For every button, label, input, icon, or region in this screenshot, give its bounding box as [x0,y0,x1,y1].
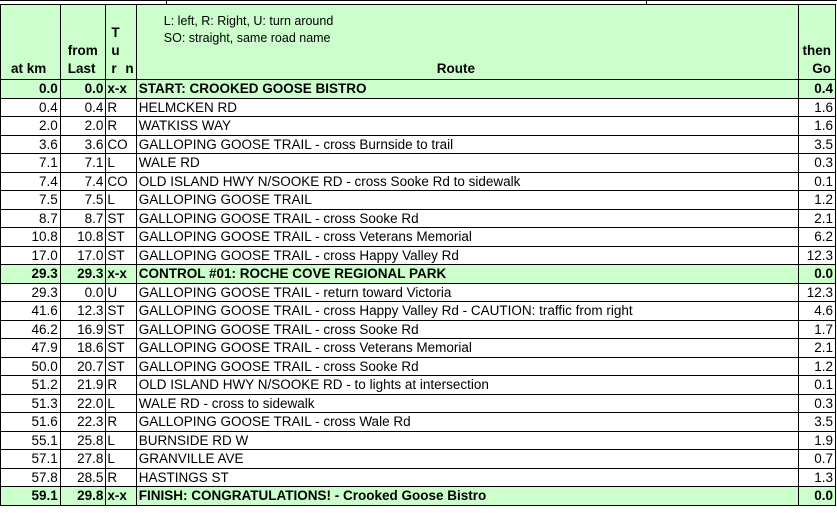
cell-then-go: 0.1 [799,376,836,395]
header-then-go [799,5,836,80]
cell-then-go: 2.1 [799,209,836,228]
cell-then-go: 0.0 [799,265,836,284]
cell-turn: R [106,98,136,117]
turn-letter-t: T [111,24,120,40]
last-label: Last [67,60,96,76]
cell-turn: x-x [106,487,136,506]
table-row [1,246,836,265]
cell-from-last: 2.0 [60,117,106,136]
table-row [1,283,836,302]
cell-turn: x-x [106,265,136,284]
cell-route: HASTINGS ST [136,468,799,487]
cell-at-km: 50.0 [1,357,61,376]
cell-turn: ST [106,209,136,228]
header-at-km [1,5,61,80]
cell-turn: ST [106,339,136,358]
cell-at-km: 59.1 [1,487,61,506]
cell-turn: ST [106,320,136,339]
table-row [1,98,836,117]
cell-then-go: 1.7 [799,320,836,339]
cell-then-go: 6.2 [799,228,836,247]
table-row [1,450,836,469]
cell-route: GALLOPING GOOSE TRAIL - cross Burnside to trail [136,135,799,154]
cell-from-last: 29.8 [60,487,106,506]
cell-from-last: 29.3 [60,265,106,284]
cell-then-go: 1.2 [799,191,836,210]
cell-at-km: 3.6 [1,135,61,154]
cell-route: BURNSIDE RD W [136,431,799,450]
cell-turn: L [106,154,136,173]
cell-from-last: 22.3 [60,413,106,432]
cell-turn: L [106,450,136,469]
cell-turn: R [106,376,136,395]
at-km-label: at km [11,60,47,76]
cell-route: HELMCKEN RD [136,98,799,117]
cell-then-go: 1.9 [799,431,836,450]
go-label: Go [812,60,831,76]
cell-from-last: 0.0 [60,283,106,302]
control-row [1,487,836,506]
cell-from-last: 7.1 [60,154,106,173]
control-row [1,265,836,284]
cell-at-km: 7.5 [1,191,61,210]
cell-route: GALLOPING GOOSE TRAIL - cross Sooke Rd [136,209,799,228]
cell-route: OLD ISLAND HWY N/SOOKE RD - to lights at intersection [136,376,799,395]
table-row [1,413,836,432]
cell-then-go: 0.4 [799,80,836,99]
cell-route: GALLOPING GOOSE TRAIL - cross Veterans Memorial [136,339,799,358]
cell-turn: x-x [106,80,136,99]
cell-at-km: 57.8 [1,468,61,487]
cell-at-km: 41.6 [1,302,61,321]
table-row [1,394,836,413]
cell-route: GALLOPING GOOSE TRAIL - cross Sooke Rd [136,320,799,339]
table-row [1,468,836,487]
cell-from-last: 8.7 [60,209,106,228]
cell-from-last: 10.8 [60,228,106,247]
table-row [1,320,836,339]
turn-letter-r: r [111,60,117,76]
cell-turn: R [106,468,136,487]
route-label: Route [436,60,476,76]
cell-from-last: 7.5 [60,191,106,210]
cell-route: GALLOPING GOOSE TRAIL - cross Happy Valley Rd - CAUTION: traffic from right [136,302,799,321]
cell-then-go: 12.3 [799,283,836,302]
cell-then-go: 0.3 [799,394,836,413]
cell-then-go: 3.5 [799,135,836,154]
cell-then-go: 3.5 [799,413,836,432]
cell-from-last: 3.6 [60,135,106,154]
control-row [1,80,836,99]
turn-letter-n: n [125,60,134,76]
cell-route: GALLOPING GOOSE TRAIL - cross Wale Rd [136,413,799,432]
cell-then-go: 0.3 [799,154,836,173]
table-row [1,357,836,376]
cell-route: GALLOPING GOOSE TRAIL - cross Veterans Memorial [136,228,799,247]
cell-then-go: 4.6 [799,302,836,321]
cell-at-km: 29.3 [1,265,61,284]
cell-at-km: 46.2 [1,320,61,339]
header-turn [106,5,136,80]
header-route [136,5,799,80]
cell-turn: CO [106,135,136,154]
cell-from-last: 7.4 [60,172,106,191]
cell-then-go: 0.7 [799,450,836,469]
table-row [1,339,836,358]
cell-at-km: 51.3 [1,394,61,413]
header-row [1,5,836,80]
cell-at-km: 17.0 [1,246,61,265]
cell-from-last: 22.0 [60,394,106,413]
cell-at-km: 51.2 [1,376,61,395]
cue-table [0,4,836,506]
cell-from-last: 20.7 [60,357,106,376]
from-label: from [67,42,98,58]
cell-turn: R [106,413,136,432]
cell-from-last: 28.5 [60,468,106,487]
cell-then-go: 1.6 [799,98,836,117]
cell-at-km: 7.4 [1,172,61,191]
cell-at-km: 0.4 [1,98,61,117]
then-label: then [802,42,831,58]
table-row [1,172,836,191]
cell-turn: CO [106,172,136,191]
cell-route: GALLOPING GOOSE TRAIL - return toward Victoria [136,283,799,302]
cell-at-km: 57.1 [1,450,61,469]
cell-turn: L [106,191,136,210]
cell-then-go: 1.6 [799,117,836,136]
cell-route: WALE RD [136,154,799,173]
cell-route: GALLOPING GOOSE TRAIL - cross Sooke Rd [136,357,799,376]
cell-route: GRANVILLE AVE [136,450,799,469]
cell-turn: L [106,431,136,450]
header-from-last [60,5,106,80]
cue-rows [1,80,836,506]
cell-at-km: 29.3 [1,283,61,302]
cell-route: FINISH: CONGRATULATIONS! - Crooked Goose Bistro [136,487,799,506]
turn-legend [164,13,334,47]
cell-from-last: 0.0 [60,80,106,99]
cell-from-last: 12.3 [60,302,106,321]
cell-route: CONTROL #01: ROCHE COVE REGIONAL PARK [136,265,799,284]
cell-route: WALE RD - cross to sidewalk [136,394,799,413]
cell-from-last: 17.0 [60,246,106,265]
table-row [1,228,836,247]
table-row [1,209,836,228]
cell-then-go: 0.1 [799,172,836,191]
cell-turn: R [106,117,136,136]
cell-route: GALLOPING GOOSE TRAIL [136,191,799,210]
cell-then-go: 0.0 [799,487,836,506]
cell-at-km: 55.1 [1,431,61,450]
cell-then-go: 2.1 [799,339,836,358]
cell-from-last: 18.6 [60,339,106,358]
cell-route: START: CROOKED GOOSE BISTRO [136,80,799,99]
cell-at-km: 7.1 [1,154,61,173]
cell-from-last: 21.9 [60,376,106,395]
cell-then-go: 12.3 [799,246,836,265]
cell-turn: ST [106,357,136,376]
cell-turn: L [106,394,136,413]
cell-then-go: 1.3 [799,468,836,487]
cell-turn: ST [106,302,136,321]
cell-at-km: 2.0 [1,117,61,136]
cell-then-go: 1.2 [799,357,836,376]
cell-from-last: 25.8 [60,431,106,450]
cell-at-km: 0.0 [1,80,61,99]
cell-turn: ST [106,246,136,265]
table-row [1,302,836,321]
legend-line-2: SO: straight, same road name [163,31,331,45]
cell-route: GALLOPING GOOSE TRAIL - cross Happy Valley Rd [136,246,799,265]
turn-letter-u: u [111,42,120,58]
cell-turn: U [106,283,136,302]
table-row [1,431,836,450]
table-row [1,191,836,210]
table-row [1,135,836,154]
legend-line-1: L: left, R: Right, U: turn around [163,14,334,28]
cell-at-km: 8.7 [1,209,61,228]
cell-route: OLD ISLAND HWY N/SOOKE RD - cross Sooke Rd to sidewalk [136,172,799,191]
cell-from-last: 16.9 [60,320,106,339]
cell-turn: ST [106,228,136,247]
table-row [1,376,836,395]
cell-at-km: 47.9 [1,339,61,358]
cell-at-km: 10.8 [1,228,61,247]
cell-from-last: 27.8 [60,450,106,469]
table-row [1,117,836,136]
table-row [1,154,836,173]
cell-at-km: 51.6 [1,413,61,432]
cell-route: WATKISS WAY [136,117,799,136]
cell-from-last: 0.4 [60,98,106,117]
